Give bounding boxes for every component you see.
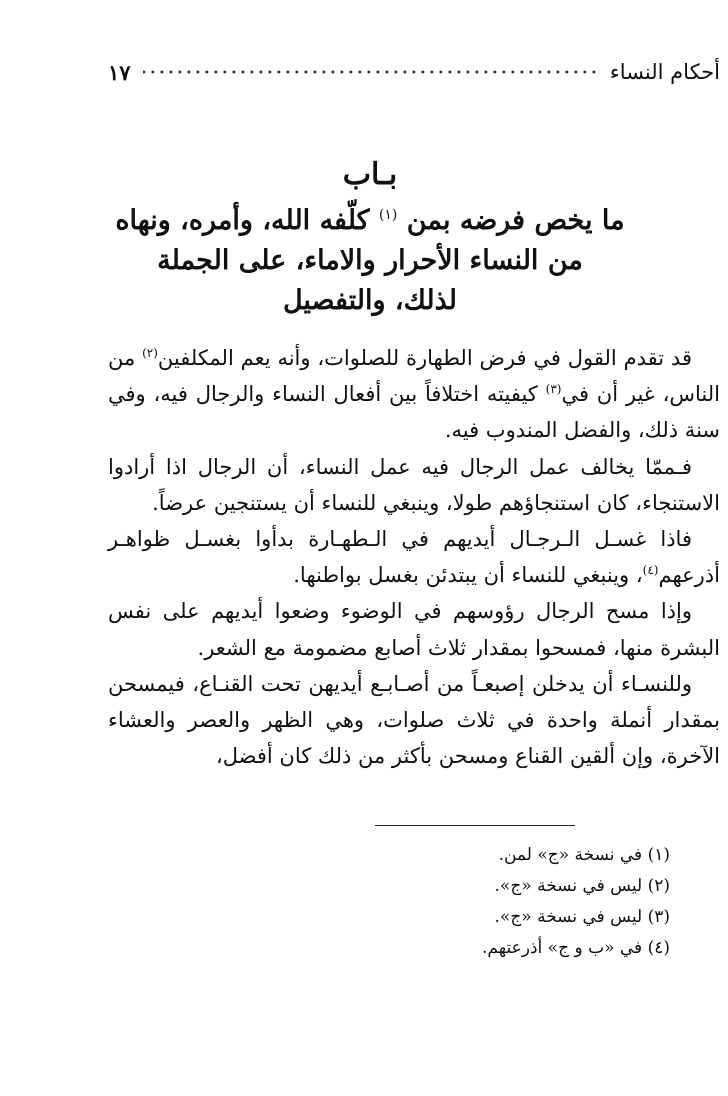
paragraph-1-text-b: من الناس، غير أن في — [108, 346, 720, 407]
footnote-separator — [375, 825, 575, 826]
paragraph-2 — [108, 449, 720, 521]
heading-line-3: من النساء الأحرار والاماء، على الجملة — [157, 245, 583, 276]
body-text — [108, 340, 720, 774]
footnotes — [150, 840, 670, 964]
paragraph-3-text-b: ، وينبغي للنساء أن يبتدئن بغسل بواطنها. — [293, 563, 643, 588]
paragraph-2-text: فـممّا يخالف عمل الرجال فيه عمل النساء، أن الرجال اذا أرادوا الاستنجاء، كان استنجاؤهم طولا، وينبغي للنساء أن يستنجين عرضاً. — [108, 454, 720, 515]
heading-line-1: بـاب — [342, 157, 398, 192]
heading-line-2-part-2: كلّفه الله، وأمره، ونهاه — [115, 205, 370, 236]
footnote-marker-3: (٣) — [545, 382, 562, 397]
heading-line-4: لذلك، والتفصيل — [282, 285, 458, 316]
footnote-4: (٤) في «ب و ج» أذرعتهم. — [481, 938, 670, 958]
footnote-2: (٢) ليس في نسخة «ج». — [494, 876, 670, 896]
running-header — [108, 52, 720, 92]
footnote-1: (١) في نسخة «ج» لمن. — [498, 845, 670, 865]
heading-line-2-part-1: ما يخص فرضه بمن — [406, 205, 625, 236]
paragraph-5 — [108, 666, 720, 775]
running-title: أحكام النساء — [609, 60, 720, 84]
paragraph-1-text-a: قد تقدم القول في فرض الطهارة للصلوات، وأنه يعم المكلفين — [157, 346, 692, 370]
paragraph-3 — [108, 521, 720, 593]
paragraph-4-text: وإذا مسح الرجال رؤوسهم في الوضوء وضعوا أيديهم على نفس البشرة منها، فمسحوا بمقدار ثلاث أصابع مضمومة مع الشعر. — [108, 599, 720, 660]
dot-leader — [143, 62, 598, 82]
paragraph-4 — [108, 593, 720, 665]
chapter-heading — [60, 155, 680, 321]
paragraph-5-text: وللنسـاء أن يدخلن إصبعـاً من أصـابـع أيديهن تحت القنـاع، فيمسحن بمقدار أنملة واحدة في ثلاث صلوات، وهي الظهر والعصر والعشاء الآخرة، وإن ألقين القناع ومسحن بأكثر من ذلك كان أفضل، — [108, 671, 720, 769]
footnote-marker-2: (٢) — [142, 346, 158, 360]
paragraph-3-text-a: فاذا غسـل الـرجـال أيديهم في الـطهـارة بدأوا بغسـل ظواهـر أذرعهم — [108, 527, 720, 588]
footnote-3: (٣) ليس في نسخة «ج». — [494, 907, 670, 927]
footnote-marker-4: (٤) — [642, 563, 659, 578]
paragraph-1 — [108, 340, 720, 449]
paragraph-1-text-c: كيفيته اختلافاً بين أفعال النساء والرجال فيه، وفي سنة ذلك، والفضل المندوب فيه. — [108, 382, 720, 443]
page-number: ١٧ — [108, 59, 131, 85]
heading-line-2 — [60, 195, 680, 241]
footnote-marker-1: (١) — [378, 207, 398, 223]
